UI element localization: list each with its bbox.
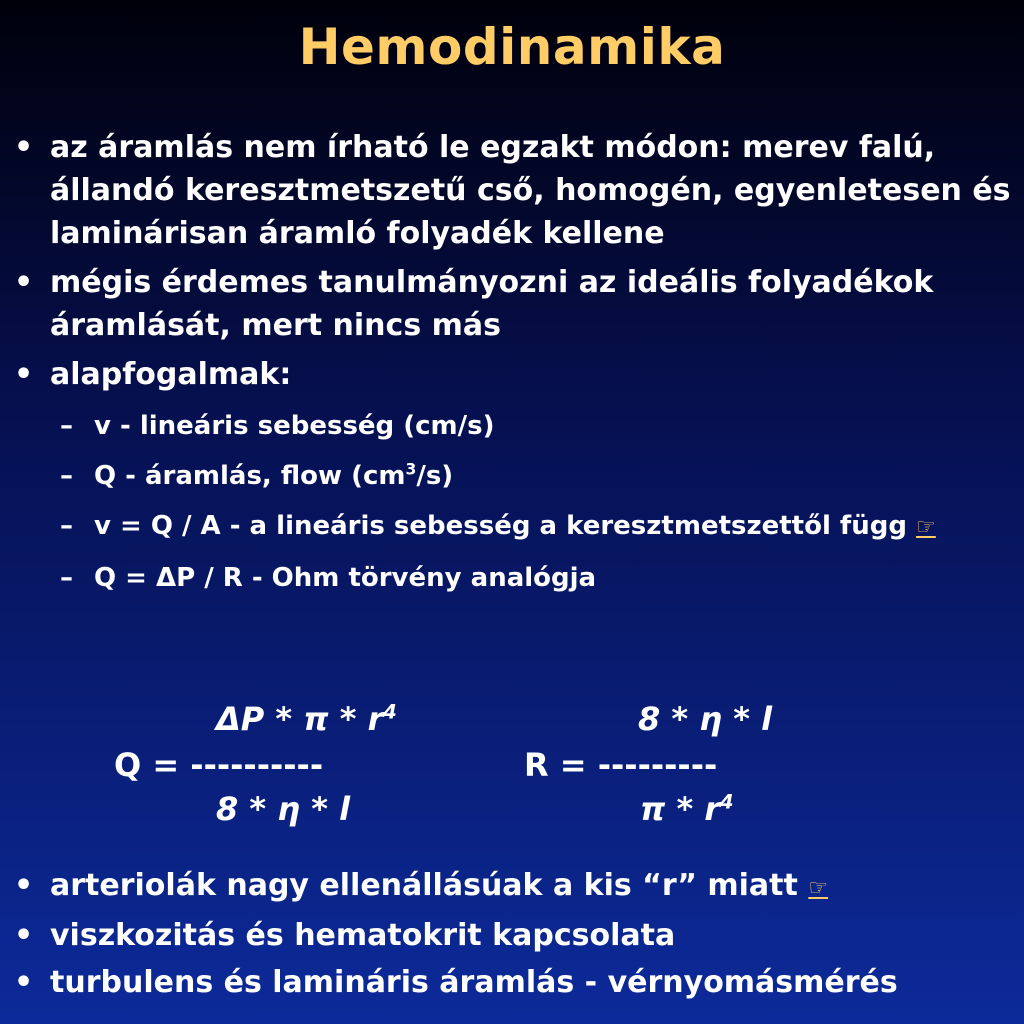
bullet-item-4 xyxy=(14,864,1014,910)
bullet-text: mégis érdemes tanulmányozni az ideális folyadékok áramlását, mert nincs más xyxy=(50,265,934,343)
bullet-marker: • xyxy=(14,868,34,903)
formula-r-numerator: 8 * η * l xyxy=(638,700,773,738)
sub-item-text: v - lineáris sebesség (cm/s) xyxy=(94,411,495,441)
bullet-marker: • xyxy=(14,918,34,953)
sub-item-velocity xyxy=(14,406,1014,446)
bullet-marker: • xyxy=(14,965,34,1000)
dash-marker: – xyxy=(60,511,73,541)
sub-item-ohm xyxy=(14,558,1014,598)
formula-r-denominator: π * $r^4$ xyxy=(640,790,734,828)
formula-q-line: Q = ---------- xyxy=(114,746,324,784)
dash-marker: – xyxy=(60,563,73,593)
sub-item-flow xyxy=(14,456,1014,496)
bullet-item-6 xyxy=(14,961,1014,1004)
slide-title: Hemodinamika xyxy=(298,18,726,76)
sub-item-relation xyxy=(14,506,1014,548)
bullet-marker: • xyxy=(14,357,34,392)
bullet-text: arteriolák nagy ellenállásúak a kis “r” miatt xyxy=(50,868,798,903)
superscript: 3 xyxy=(405,460,417,479)
bullet-list-top xyxy=(14,126,1014,608)
bullet-item-5 xyxy=(14,914,1014,957)
bullet-text: az áramlás nem írható le egzakt módon: merev falú, állandó keresztmetszetű cső, homogén, egyenletesen és laminárisan áramló folyadék kellene xyxy=(50,130,1011,251)
formula-r-line: R = --------- xyxy=(524,746,718,784)
hyperlink-icon[interactable]: ☞ xyxy=(916,515,936,540)
sub-item-text: Q = ΔP / R - Ohm törvény analógja xyxy=(94,563,597,593)
sub-item-text-suffix: /s) xyxy=(416,461,454,491)
formula-q-numerator: ΔP * π * $r^4$ xyxy=(216,700,397,738)
sub-item-text: v = Q / A - a lineáris sebesség a keresztmetszettől függ xyxy=(94,511,907,541)
dash-marker: – xyxy=(60,411,73,441)
bullet-marker: • xyxy=(14,265,34,300)
bullet-item-3 xyxy=(14,353,1014,396)
bullet-item-2 xyxy=(14,261,1014,347)
bullet-text: viszkozitás és hematokrit kapcsolata xyxy=(50,918,676,953)
bullet-text: alapfogalmak: xyxy=(50,357,292,392)
sub-item-text: Q - áramlás, flow (cm xyxy=(94,461,406,491)
bullet-text: turbulens és lamináris áramlás - vérnyomásmérés xyxy=(50,965,898,1000)
dash-marker: – xyxy=(60,461,73,491)
bullet-item-1 xyxy=(14,126,1014,255)
bullet-marker: • xyxy=(14,130,34,165)
bullet-list-bottom xyxy=(14,864,1014,1004)
formula-q-denominator: 8 * η * l xyxy=(216,790,351,828)
hyperlink-icon[interactable]: ☞ xyxy=(808,876,829,901)
